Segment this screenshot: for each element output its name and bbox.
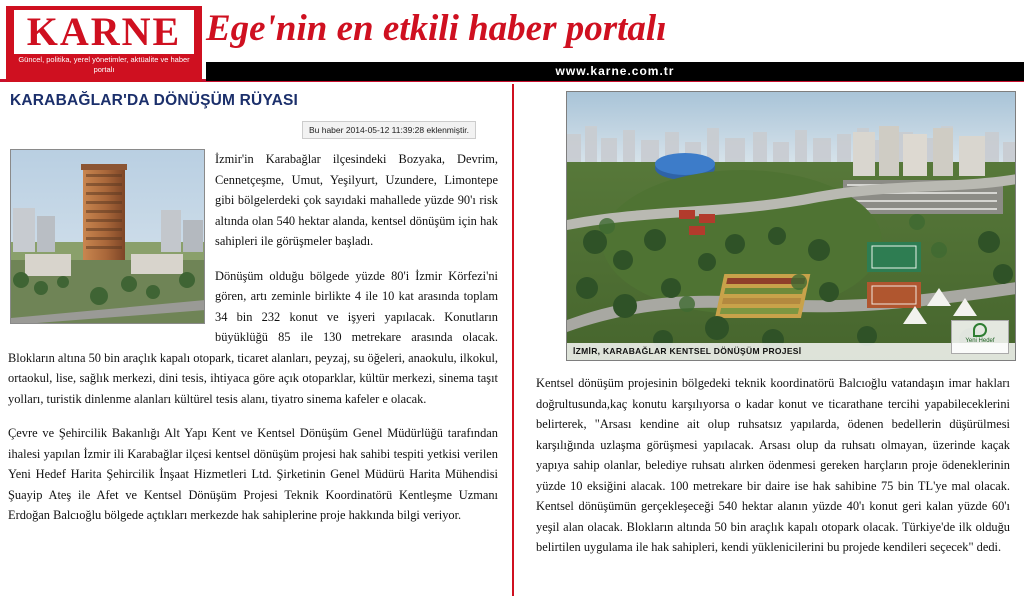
article-paragraph: Dönüşüm olduğu bölgede yüzde 80'i İzmir Körfezi'ni gören, artı zeminle birlikte 4 ile 10 kat arasında toplam 34 bin 232 konut ve işyeri yapılacak. Konutların büyüklüğü 85 ile 130 metrekare arasında olacak. Blokların altına 50 bin araçlık kapalı otopark, ticaret alanları, peyzaj, su öğeleri, anaokulu, ilkokul, ortaokul, lise, sağlık merkezi, dini tesis, ihtiyaca göre açık otoparklar, kültür merkezi, sinema taşıt yolları, turistik dinlenme alanları kültürel tesis alanı, tiyatro sinema kafeler e olacak.	[8, 268, 498, 406]
project-render-illustration	[567, 92, 1016, 361]
publish-timestamp: Bu haber 2014-05-12 11:39:28 eklenmiştir.	[302, 121, 476, 139]
article-paragraph: İzmir'in Karabağlar ilçesindeki Bozyaka, Devrim, Cennetçeşme, Umut, Yeşilyurt, Uzundere, Limontepe gibi bölgelerdeki çok sayıdaki mahallede yüzde 90'ı risk altında olan 540 hektar alanda, kentsel dönüşüm için hak sahipleri ile görüşmeler başladı.	[215, 152, 498, 248]
site-slogan: Ege'nin en etkili haber portalı	[206, 8, 667, 49]
thumbnail-illustration	[11, 150, 205, 324]
project-render-image[interactable]	[566, 91, 1016, 361]
right-text-block	[532, 373, 1012, 558]
article-body	[0, 82, 1024, 597]
site-logo[interactable]	[6, 6, 202, 82]
image-caption: İZMİR, KARABAĞLAR KENTSEL DÖNÜŞÜM PROJESİ	[567, 343, 1015, 360]
article-thumbnail[interactable]	[10, 149, 205, 324]
site-url-bar[interactable]: www.karne.com.tr	[206, 62, 1024, 81]
column-divider	[512, 84, 514, 596]
meta-row	[8, 120, 498, 139]
leaf-icon	[973, 323, 987, 337]
site-masthead	[0, 0, 1024, 82]
project-logo	[951, 320, 1009, 354]
logo-subtitle: Güncel, politika, yerel yönetimler, aktüalite ve haber portalı	[14, 54, 194, 76]
lead-block	[8, 149, 498, 423]
left-column	[0, 82, 512, 597]
logo-wordmark: KARNE	[14, 10, 194, 54]
right-column	[520, 82, 1024, 597]
project-logo-label: Yeni Hedef	[965, 338, 995, 344]
logo-box	[6, 6, 202, 82]
page-title: KARABAĞLAR'DA DÖNÜŞÜM RÜYASI	[10, 92, 299, 109]
article-paragraph: Çevre ve Şehircilik Bakanlığı Alt Yapı Kent ve Kentsel Dönüşüm Genel Müdürlüğü tarafından ihalesi yapılan İzmir ili Karabağlar ilçesi kentsel dönüşüm projesi hak sahibi tespiti yetkisi verilen Yeni Hedef Harita Şehircilik İnşaat Hizmetleri Ltd. Şirketinin Genel Müdürü Harita Mühendisi Şuayip Ateş ile Afet ve Kentsel Dönüşüm Projesi Teknik Koordinatörü Kentleşme Uzmanı Erdoğan Balcıoğlu bölgede açtıkları merkezde hak sahiplerine proje hakkında bilgi veriyor.	[8, 426, 498, 522]
article-paragraph: Kentsel dönüşüm projesinin bölgedeki teknik koordinatörü Balcıoğlu vatandaşın imar hakları doğrultusunda,kaç konutu karşılıyorsa o kadar konut ve ticarathane tercihi yapabileceklerini belirterek, "Arsası kendine ait olup ruhsatsız yapılarda, ödenen bedellerin düşürülmesi karşılığında uzlaşma görüşmesi yapılacak. Arsası olup da ruhsatı olmayan, üzerinde kaçak yapıya sahip olanlar, belediye ruhsatı alırken ödenmesi gereken harçların proje ödeneklerinin yüzde 10 eksiğini alacak. 100 metrekare bir daire ise hak sahibine 75 bin TL'ye mal olacak. Kentsel dönüşümün gerçekleşeceği 540 hektar alanın yüzde 40'ı konut geri kalan yüzde 60'ı yeşil alan olacak. Blokların altında 50 bin araçlık kapalı otopark olacak. Türkiye'de ilk olduğu belirtilen uygulama ile hak sahipleri, kendi yüklenicilerini bu projede kendileri seçecek" dedi.	[536, 376, 1010, 554]
